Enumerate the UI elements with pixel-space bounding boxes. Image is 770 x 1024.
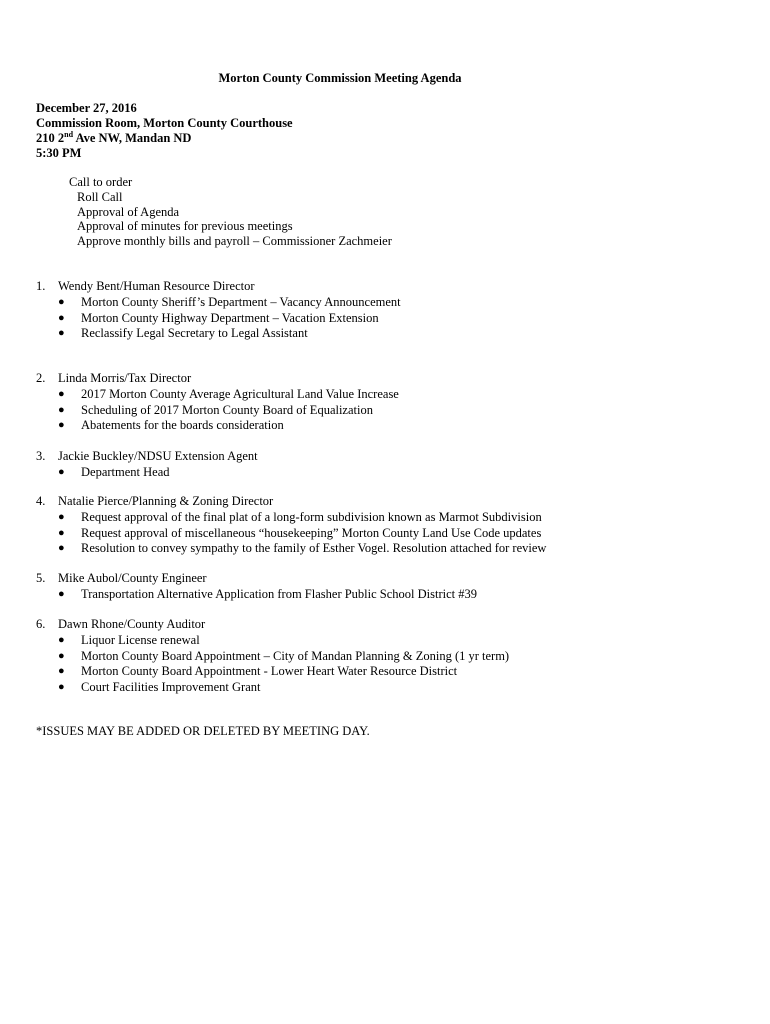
list-item (36, 465, 258, 481)
list-item-text: Morton County Board Appointment - Lower Heart Water Resource District (81, 664, 458, 679)
agenda-section-6 (36, 617, 509, 696)
bullet-icon: ● (58, 681, 65, 694)
list-item (36, 649, 509, 665)
bullet-icon: ● (58, 542, 65, 555)
section-heading (36, 571, 477, 586)
meeting-address (36, 131, 293, 146)
list-item (36, 326, 401, 342)
list-item (36, 295, 401, 311)
section-items (36, 587, 477, 603)
section-number: 6. (36, 617, 46, 631)
list-item-text: Department Head (81, 465, 170, 479)
section-number: 4. (36, 494, 46, 508)
section-heading (36, 279, 401, 294)
list-item-text: Resolution to convey sympathy to the family of Esther Vogel. Resolution attached for review (81, 541, 547, 556)
list-item (36, 633, 509, 649)
agenda-section-4 (36, 494, 546, 557)
bullet-icon: ● (58, 634, 65, 646)
section-number: 1. (36, 279, 46, 293)
meeting-room: Commission Room, Morton County Courthouse (36, 116, 293, 130)
opening-item: Approval of minutes for previous meetings (77, 219, 293, 234)
address-street: Ave NW, Mandan ND (73, 131, 192, 145)
bullet-icon: ● (58, 419, 65, 432)
section-title: Linda Morris/Tax Director (58, 371, 192, 385)
bullet-icon: ● (58, 466, 65, 478)
section-items (36, 295, 401, 342)
call-to-order: Call to order (69, 175, 133, 189)
list-item (36, 387, 399, 403)
list-item (36, 418, 399, 434)
agenda-section-2 (36, 371, 399, 434)
section-title: Wendy Bent/Human Resource Director (58, 279, 255, 293)
list-item-text: Request approval of the final plat of a long-form subdivision known as Marmot Subdivision (81, 510, 542, 524)
page-title: Morton County Commission Meeting Agenda (218, 71, 462, 85)
list-item-text: Reclassify Legal Secretary to Legal Assistant (81, 326, 308, 341)
section-items (36, 633, 509, 696)
list-item-text: Request approval of miscellaneous “housekeeping” Morton County Land Use Code updates (81, 525, 542, 540)
list-item-text: Court Facilities Improvement Grant (81, 680, 261, 695)
list-item (36, 664, 509, 680)
section-title: Dawn Rhone/County Auditor (58, 617, 206, 631)
bullet-icon: ● (58, 296, 65, 308)
section-title: Jackie Buckley/NDSU Extension Agent (58, 449, 258, 463)
opening-item: Approval of Agenda (77, 204, 180, 219)
bullet-icon: ● (58, 526, 65, 539)
list-item-text: Abatements for the boards consideration (81, 418, 284, 433)
meeting-details (36, 101, 293, 161)
agenda-section-1 (36, 279, 401, 342)
bullet-icon: ● (58, 649, 65, 662)
section-number: 5. (36, 571, 46, 585)
list-item-text: Scheduling of 2017 Morton County Board of Equalization (81, 402, 373, 417)
meeting-time: 5:30 PM (36, 146, 82, 160)
bullet-icon: ● (58, 403, 65, 416)
address-number: 210 2 (36, 131, 65, 145)
list-item-text: 2017 Morton County Average Agricultural Land Value Increase (81, 387, 399, 401)
section-heading (36, 371, 399, 386)
list-item (36, 510, 546, 526)
list-item (36, 587, 477, 603)
section-items (36, 387, 399, 434)
section-heading (36, 494, 546, 509)
opening-item: Approve monthly bills and payroll – Commissioner Zachmeier (77, 234, 392, 249)
section-heading (36, 449, 258, 464)
bullet-icon: ● (58, 511, 65, 523)
list-item (36, 526, 546, 542)
section-number: 2. (36, 371, 46, 385)
section-number: 3. (36, 449, 46, 463)
opening-item: Roll Call (77, 189, 123, 204)
list-item-text: Morton County Board Appointment – City of Mandan Planning & Zoning (1 yr term) (81, 648, 510, 663)
list-item-text: Transportation Alternative Application from Flasher Public School District #39 (81, 587, 478, 601)
list-item (36, 403, 399, 419)
list-item-text: Morton County Sheriff’s Department – Vacancy Announcement (81, 295, 401, 309)
list-item (36, 680, 509, 696)
section-title: Natalie Pierce/Planning & Zoning Director (58, 494, 274, 508)
bullet-icon: ● (58, 388, 65, 400)
section-items (36, 465, 258, 481)
bullet-icon: ● (58, 311, 65, 324)
list-item-text: Morton County Highway Department – Vacation Extension (81, 310, 379, 325)
footer-note: *ISSUES MAY BE ADDED OR DELETED BY MEETING DAY. (36, 724, 370, 738)
bullet-icon: ● (58, 588, 65, 600)
agenda-section-3 (36, 449, 258, 481)
agenda-section-5 (36, 571, 477, 603)
address-ordinal-suffix: nd (64, 129, 74, 139)
section-items (36, 510, 546, 557)
section-title: Mike Aubol/County Engineer (58, 571, 207, 585)
section-heading (36, 617, 509, 632)
bullet-icon: ● (58, 327, 65, 340)
list-item-text: Liquor License renewal (81, 633, 200, 647)
list-item (36, 541, 546, 557)
opening-items (69, 175, 392, 249)
bullet-icon: ● (58, 665, 65, 678)
list-item (36, 311, 401, 327)
meeting-date: December 27, 2016 (36, 101, 137, 115)
